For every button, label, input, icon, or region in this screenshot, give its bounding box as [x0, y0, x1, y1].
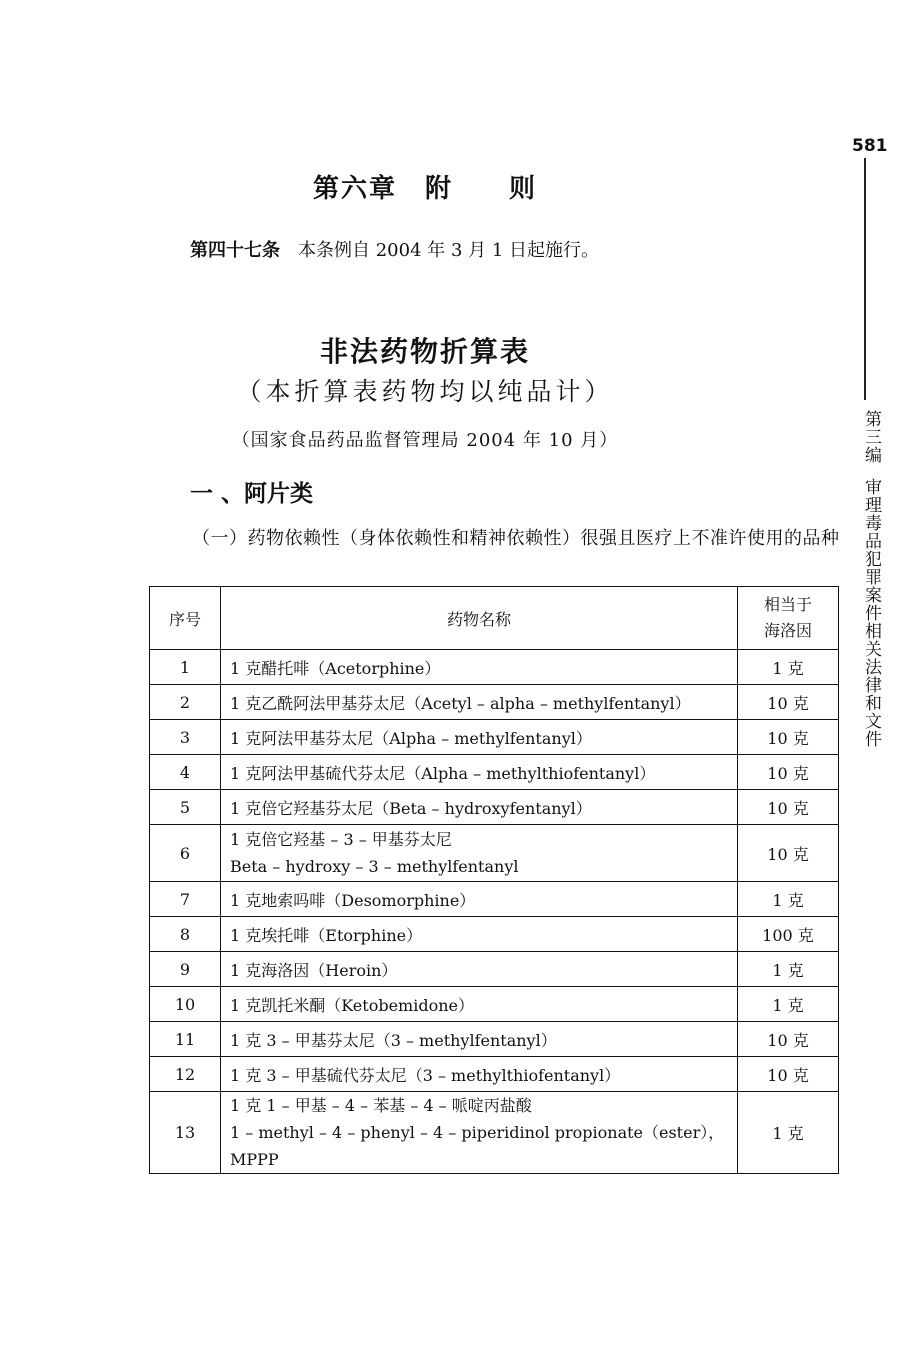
row-number: 2	[150, 685, 221, 720]
row-number: 5	[150, 790, 221, 825]
drug-name-cell: 1 克 3 – 甲基硫代芬太尼（3 – methylthiofentanyl）	[221, 1057, 738, 1092]
side-part-label: 第三编	[861, 410, 881, 464]
table-row	[150, 825, 839, 882]
row-number: 8	[150, 917, 221, 952]
row-number: 1	[150, 650, 221, 685]
drug-name-english: Beta – hydroxy – 3 – methylfentanyl	[230, 857, 519, 876]
document-subtitle: （本折算表药物均以纯品计）	[236, 377, 614, 406]
heroin-equivalent: 1 克	[738, 987, 839, 1022]
table-row	[150, 685, 839, 720]
drug-name-cell: 1 克 3 – 甲基芬太尼（3 – methylfentanyl）	[221, 1022, 738, 1057]
chapter-title: 第六章 附 则	[312, 174, 537, 204]
heroin-equivalent: 10 克	[738, 790, 839, 825]
side-part-title: 审理毒品犯罪案件相关法律和文件	[861, 478, 881, 748]
drug-name-cell: 1 克阿法甲基芬太尼（Alpha – methylfentanyl）	[221, 720, 738, 755]
side-section-label	[858, 410, 884, 748]
document-source: （国家食品药品监督管理局 2004 年 10 月）	[231, 430, 619, 451]
drug-name-cell: 1 克阿法甲基硫代芬太尼（Alpha – methylthiofentanyl）	[221, 755, 738, 790]
article-label: 第四十七条	[190, 240, 280, 261]
heroin-equivalent: 10 克	[738, 1022, 839, 1057]
table-row	[150, 790, 839, 825]
table-row	[150, 650, 839, 685]
row-number: 11	[150, 1022, 221, 1057]
heroin-equivalent: 100 克	[738, 917, 839, 952]
heroin-equivalent: 1 克	[738, 952, 839, 987]
drug-name-english: 1 – methyl – 4 – phenyl – 4 – piperidinol propionate（ester），MPPP	[230, 1123, 725, 1169]
header-drug-name: 药物名称	[221, 587, 738, 650]
row-number: 7	[150, 882, 221, 917]
table-row	[150, 1057, 839, 1092]
header-no: 序号	[150, 587, 221, 650]
row-number: 12	[150, 1057, 221, 1092]
table-body	[150, 650, 839, 1174]
section-heading: 一 、阿片类	[190, 481, 314, 507]
table-row	[150, 952, 839, 987]
header-equivalent-line1: 相当于	[763, 595, 812, 614]
table-row	[150, 987, 839, 1022]
drug-name-cell: 1 克凯托米酮（Ketobemidone）	[221, 987, 738, 1022]
heroin-equivalent: 10 克	[738, 755, 839, 790]
heroin-equivalent: 10 克	[738, 1057, 839, 1092]
heroin-equivalent: 1 克	[738, 1092, 839, 1174]
table-row	[150, 917, 839, 952]
row-number: 10	[150, 987, 221, 1022]
article-text: 本条例自 2004 年 3 月 1 日起施行。	[298, 240, 600, 261]
row-number: 13	[150, 1092, 221, 1174]
document-title: 非法药物折算表	[319, 335, 530, 368]
drug-name-cell: 1 克地索吗啡（Desomorphine）	[221, 882, 738, 917]
heroin-equivalent: 10 克	[738, 685, 839, 720]
table-row	[150, 1022, 839, 1057]
heroin-equivalent: 10 克	[738, 720, 839, 755]
row-number: 9	[150, 952, 221, 987]
conversion-table	[149, 586, 839, 1174]
heroin-equivalent: 1 克	[738, 650, 839, 685]
drug-name: 1 克 1 – 甲基 – 4 – 苯基 – 4 – 哌啶丙盐酸	[230, 1096, 532, 1115]
header-equivalent-line2: 海洛因	[763, 621, 812, 640]
table-row	[150, 882, 839, 917]
heroin-equivalent: 1 克	[738, 882, 839, 917]
table-header-row	[150, 587, 839, 650]
drug-name-cell: 1 克海洛因（Heroin）	[221, 952, 738, 987]
table-row	[150, 1092, 839, 1174]
drug-name-cell: 1 克埃托啡（Etorphine）	[221, 917, 738, 952]
page-number: 581	[852, 136, 888, 156]
drug-name-cell	[221, 1092, 738, 1174]
row-number: 6	[150, 825, 221, 882]
subsection-heading: （一）药物依赖性（身体依赖性和精神依赖性）很强且医疗上不准许使用的品种	[192, 528, 840, 549]
margin-rule	[864, 158, 866, 400]
drug-name-cell	[221, 825, 738, 882]
drug-name-cell: 1 克乙酰阿法甲基芬太尼（Acetyl – alpha – methylfentanyl）	[221, 685, 738, 720]
drug-name: 1 克倍它羟基 – 3 – 甲基芬太尼	[230, 830, 452, 849]
article-paragraph	[190, 236, 599, 262]
table-row	[150, 755, 839, 790]
drug-name-cell: 1 克醋托啡（Acetorphine）	[221, 650, 738, 685]
row-number: 4	[150, 755, 221, 790]
row-number: 3	[150, 720, 221, 755]
drug-name-cell: 1 克倍它羟基芬太尼（Beta – hydroxyfentanyl）	[221, 790, 738, 825]
heroin-equivalent: 10 克	[738, 825, 839, 882]
table-row	[150, 720, 839, 755]
header-heroin-equivalent	[738, 587, 839, 650]
